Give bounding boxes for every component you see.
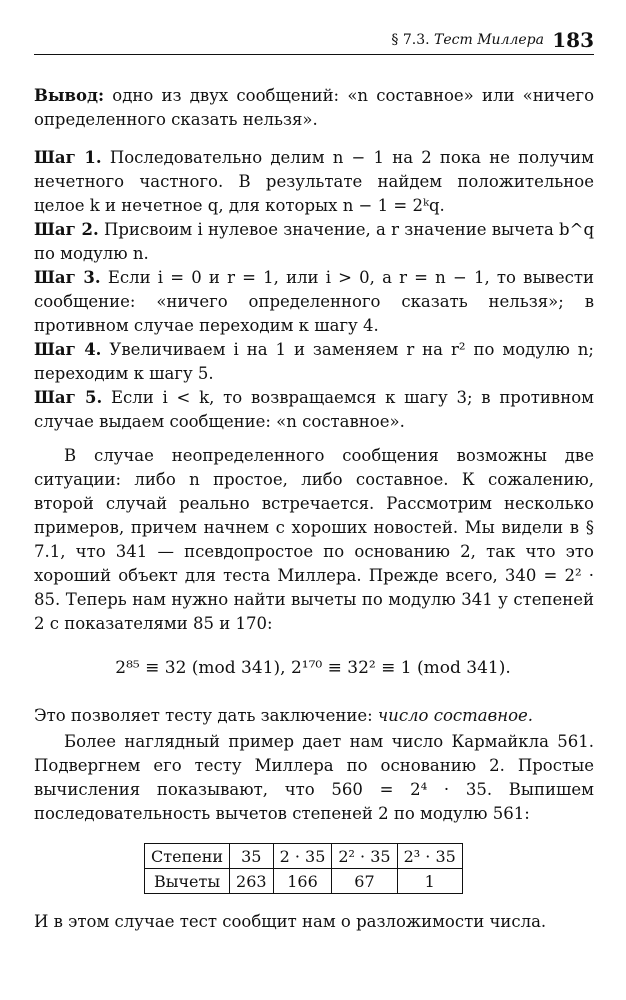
- step-1: Шаг 1. Последовательно делим n − 1 на 2 пока не получим нечетного частного. В результате найдем положительное целое k и нечетное q, для которых n − 1 = 2ᵏq.: [34, 148, 594, 215]
- section-title: § 7.3. Тест Миллера: [391, 32, 544, 48]
- step-2: Шаг 2. Присвоим i нулевое значение, а r значение вычета b^q по модулю n.: [34, 220, 595, 263]
- running-header: [34, 26, 594, 55]
- formula: 2⁸⁵ ≡ 32 (mod 341), 2¹⁷⁰ ≡ 32² ≡ 1 (mod 341).: [115, 658, 511, 678]
- conclusion-paragraph: Вывод: одно из двух сообщений: «n составное» или «ничего определенного сказать нельзя».: [34, 86, 594, 129]
- final-paragraph: И в этом случае тест сообщит нам о разложимости числа.: [34, 912, 547, 931]
- page-number: 183: [552, 28, 594, 52]
- table-row: Степени 35 2 · 35 2² · 35 2³ · 35: [145, 844, 463, 869]
- residues-table: [144, 843, 463, 894]
- step-5: Шаг 5. Если i < k, то возвращаемся к шагу 3; в противном случае выдаем сообщение: «n составное».: [34, 388, 594, 431]
- paragraph-1: В случае неопределенного сообщения возможны две ситуации: либо n простое, либо составное. К сожалению, второй случай реально встречается. Рассмотрим несколько примеров, причем начнем с хороших новостей. Мы видели в § 7.1, что 341 — псевдопростое по основанию 2, так что это хороший объект для теста Миллера. Прежде всего, 340 = 2² · 85. Теперь нам нужно найти вычеты по модулю 341 у степеней 2 с показателями 85 и 170:: [34, 446, 594, 633]
- steps-list: [34, 146, 594, 434]
- step-4: Шаг 4. Увеличиваем i на 1 и заменяем r на r² по модулю n; переходим к шагу 5.: [34, 340, 594, 383]
- paragraph-3: Более наглядный пример дает нам число Кармайкла 561. Подвергнем его тесту Миллера по основанию 2. Простые вычисления показывают, что 560 = 2⁴ · 35. Выпишем последовательность вычетов степеней 2 по модулю 561:: [34, 732, 594, 823]
- step-3: Шаг 3. Если i = 0 и r = 1, или i > 0, а r = n − 1, то вывести сообщение: «ничего определенного сказать нельзя»; в противном случае переходим к шагу 4.: [34, 268, 594, 335]
- table-row: Вычеты 263 166 67 1: [145, 869, 463, 894]
- paragraph-2: Это позволяет тесту дать заключение: число составное.: [34, 706, 534, 725]
